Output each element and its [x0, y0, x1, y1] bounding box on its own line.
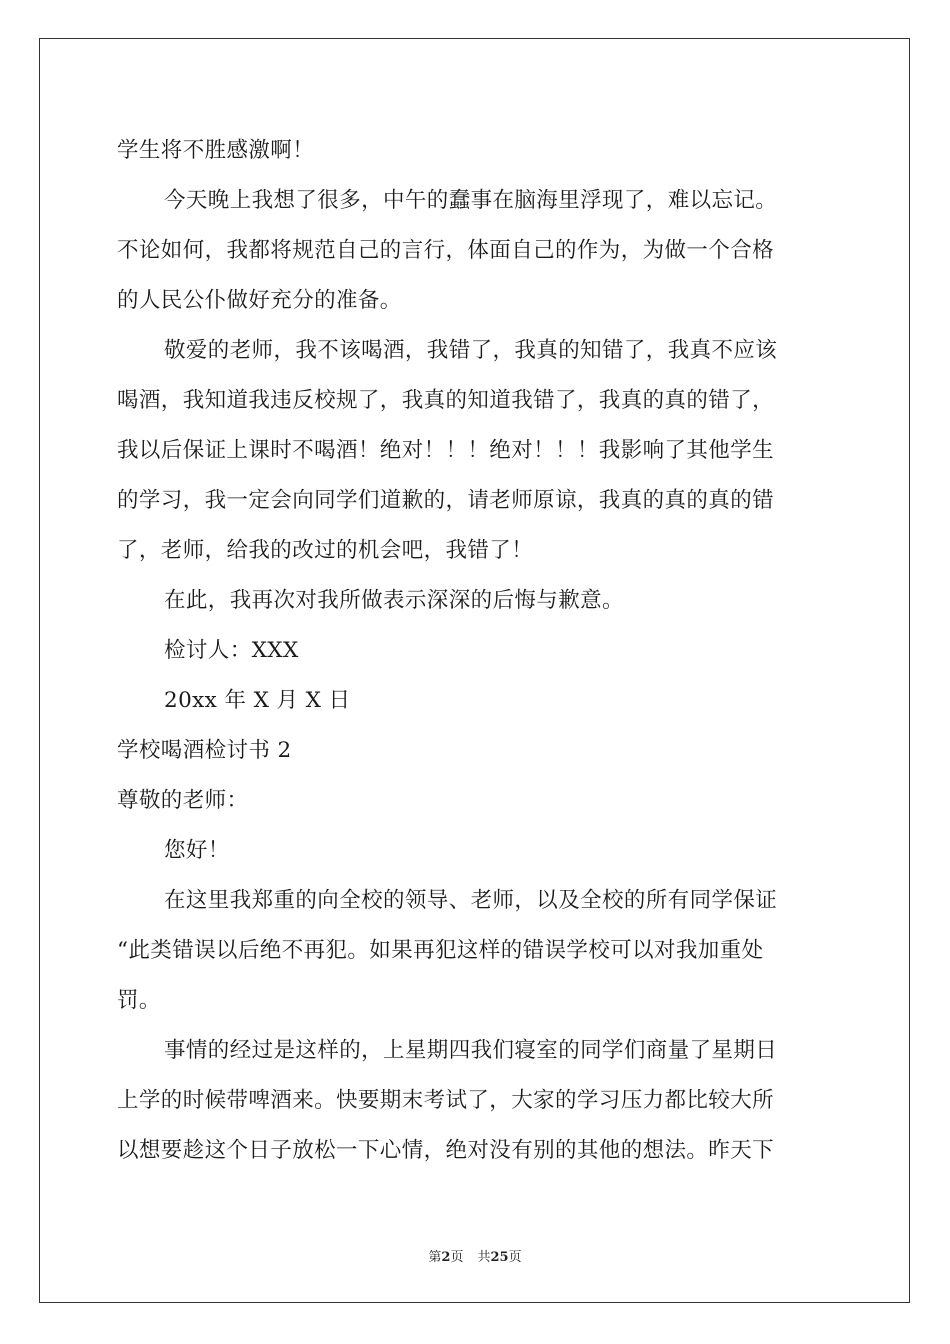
text-line: 不论如何，我都将规范自己的言行，体面自己的作为，为做一个合格	[117, 238, 775, 263]
text-line: 以想要趁这个日子放松一下心情，绝对没有别的其他的想法。昨天下	[117, 1138, 775, 1163]
total-pages: 25	[490, 1250, 509, 1265]
page-number: 2	[441, 1250, 451, 1265]
text-line: 我以后保证上课时不喝酒！绝对！！！绝对！！！我影响了其他学生	[117, 438, 775, 463]
total-unit: 页	[508, 1250, 522, 1265]
salutation: 尊敬的老师：	[117, 788, 249, 813]
paragraph-start-line: 在此，我再次对我所做表示深深的后悔与歉意。	[164, 588, 624, 613]
page-unit: 页	[450, 1250, 464, 1265]
signature-line: 检讨人：XXX	[164, 638, 299, 663]
text-line: 的学习，我一定会向同学们道歉的，请老师原谅，我真的真的真的错	[117, 488, 775, 513]
text-line: “此类错误以后绝不再犯。如果再犯这样的错误学校可以对我加重处	[117, 938, 764, 963]
text-line: 的人民公仆做好充分的准备。	[117, 288, 402, 313]
page-footer	[0, 1246, 950, 1265]
text-line: 罚。	[117, 988, 161, 1013]
paragraph-start-line: 今天晚上我想了很多，中午的蠢事在脑海里浮现了，难以忘记。	[164, 188, 778, 213]
paragraph-start-line: 事情的经过是这样的，上星期四我们寝室的同学们商量了星期日	[164, 1038, 778, 1063]
date-line: 20xx 年 X 月 X 日	[164, 688, 351, 713]
paragraph-start-line: 敬爱的老师，我不该喝酒，我错了，我真的知错了，我真不应该	[164, 338, 778, 363]
greeting: 您好！	[164, 838, 230, 863]
text-line: 上学的时候带啤酒来。快要期末考试了，大家的学习压力都比较大所	[117, 1088, 775, 1113]
section-title: 学校喝酒检讨书 2	[117, 738, 292, 763]
page-prefix: 第	[428, 1250, 442, 1265]
total-prefix: 共	[477, 1250, 491, 1265]
text-line: 喝酒，我知道我违反校规了，我真的知道我错了，我真的真的错了，	[117, 388, 775, 413]
paragraph-start-line: 在这里我郑重的向全校的领导、老师，以及全校的所有同学保证	[164, 888, 778, 913]
document-body	[117, 126, 833, 1176]
text-line: 了，老师，给我的改过的机会吧，我错了！	[117, 538, 534, 563]
text-line: 学生将不胜感激啊！	[117, 138, 315, 163]
